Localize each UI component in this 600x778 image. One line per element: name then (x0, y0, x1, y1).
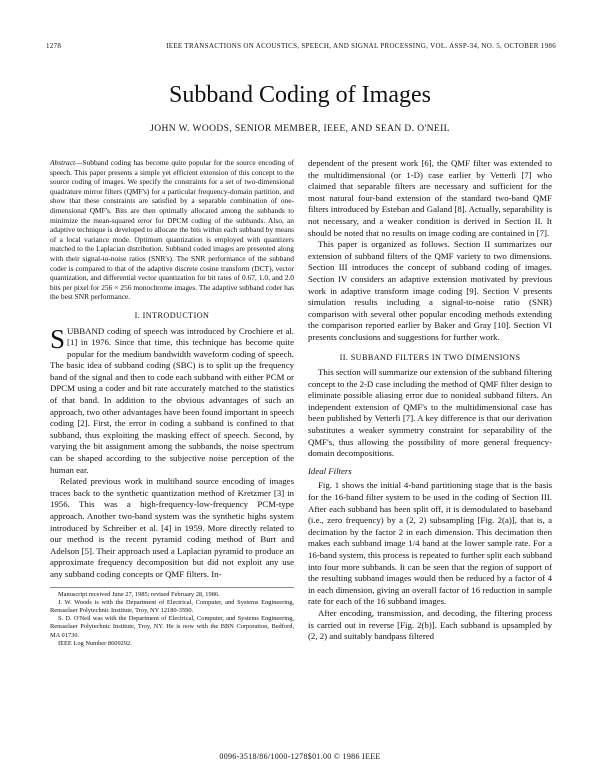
paper-authors: JOHN W. WOODS, SENIOR MEMBER, IEEE, AND SEAN D. O'NEIL (150, 124, 450, 134)
right-paragraph-2: This paper is organized as follows. Section II summarizes our extension of subband filters of the QMF variety to two dimensions. Section III introduces the concept of subband coding of images. Section IV considers an adaptive extension motivated by previous work in adaptive transform image coding [9]. Section V presents simulation results including a signal-to-noise ratio (SNR) comparison with several other popular encoding methods extending the comparison reported earlier by Baker and Gray [10]. Section VI presents conclusions and suggestions for further work. (308, 239, 552, 342)
footnote-log: IEEE Log Number 8609292. (58, 639, 132, 647)
right-paragraph-4: Fig. 1 shows the initial 4-band partitioning stage that is the basis for the 16-band filter system to be used in the coding of Section III. After each subband has been split off, it is demodulated to baseband (i.e., zero frequency) by a (2, 2) subsampling [Fig. 2(a)], that is, a decimation by the factor 2 in each dimension. This decimation then makes each subband image 1/4 band at the lower sample rate. For a 16-band system, this process is repeated to further split each subband into four more subbands. It can be seen that the region of support of the resulting subband images would then be reduced by a factor of 4 in each dimension, giving an overall factor of 16 reduction in sample rate for each of the 16 subband images. (308, 480, 552, 607)
subsection-heading-ideal-filters: Ideal Filters (308, 465, 352, 476)
running-header (46, 42, 556, 54)
paper-title: Subband Coding of Images (169, 82, 431, 108)
right-paragraph-3: This section will summarize our extension of the subband filtering concept to the 2-D case including the method of QMF filter design to eliminate possible aliasing error due to nonideal subband filters. An independent extension of QMF's to the multidimensional case has been published by Vetterli [7]. A key difference is that our derivation substitutes a weaker symmetry constraint for separability of the QMF's, thus allowing the possibility of more general frequency-domain decompositions. (308, 367, 552, 459)
copyright-footer: 0096-3518/86/1000-1278$01.00 © 1986 IEEE (219, 752, 381, 761)
abstract-label: Abstract (50, 158, 76, 167)
intro-paragraph-2: Related previous work in multiband source encoding of images traces back to the synthetic quantization method of Kretzmer [3] in 1956. This was a high-frequency-low-frequency PCM-type approach. Another two-band system was the synthetic highs system introduced by Schreiber et al. [4] in 1959. More directly related to our method is the recent pyramid coding method of Burt and Adelson [5]. Their approach used a Laplacian pyramid to produce an approximate frequency decomposition but did not exploit any use any subband coding concepts or QMF filters. In- (50, 476, 294, 579)
drop-cap: S (50, 323, 66, 354)
right-paragraph-1: dependent of the present work [6], the QMF filter was extended to the multidimensional (or 1-D) case earlier by Vetterli [7] who claimed that separable filters are necessary and sufficient for the most natural four-band extension of the standard two-band QMF filters introduced by Esteban and Galand [8]. Actually, separability is not necessary, and a weaker condition is derived in Section II. It should be noted that no results on image coding are contained in [7]. (308, 158, 552, 238)
section-heading-subband-filters: II. SUBBAND FILTERS IN TWO DIMENSIONS (339, 352, 521, 362)
footnote-oneil: S. D. O'Neil was with the Department of Electrical, Computer, and Systems Engineering, Rensselaer Polytechnic Institute, Troy, NY. He is now with the BBN Corporation, Bedford, MA 01730. (50, 615, 294, 639)
journal-header: IEEE TRANSACTIONS ON ACOUSTICS, SPEECH, AND SIGNAL PROCESSING, VOL. ASSP-34, NO. 5, OCTOBER 1986 (166, 42, 556, 50)
abstract-text: —Subband coding has become quite popular for the source encoding of speech. This paper presents a simple yet efficient extension of this concept to the source coding of images. We specify the constraints for a set of two-dimensional quadrature mirror filters (QMF's) for a particular frequency-domain partition, and show that these constraints are satisfied by a separable combination of one-dimensional QMF's. Bits are then optimally allocated among the subbands to minimize the mean-squared error for DPCM coding of the subbands. Also, an adaptive technique is developed to allocate the bits within each subband by means of a local variance mode. Optimum quantization is employed with quantizers matched to the Laplacian distribution. Subband coded images are presented along with their signal-to-noise ratios (SNR's). The SNR performance of the subband coder is compared to that of the adaptive discrete cosine transform (DCT), vector quantization, and differential vector quantization for bit rates of 0.67, 1.0, and 2.0 bits per pixel for 256 × 256 monochrome images. The adaptive subband coder has the best SNR performance. (50, 158, 294, 302)
intro-paragraph-1 (50, 323, 294, 477)
left-column (50, 158, 294, 648)
footnote-woods: J. W. Woods is with the Department of Electrical, Computer, and Systems Engineering, Rensselaer Polytechnic Institute, Troy, NY 12180-3590. (50, 598, 294, 614)
footnote-received: Manuscript received June 27, 1985; revised February 28, 1986. (58, 590, 220, 598)
intro-p1-text: UBBAND coding of speech was introduced by Crochiere et al. [1] in 1976. Since that time, this technique has become quite popular for the medium bandwidth waveform coding of speech. The basic idea of subband coding (SBC) is to split up the frequency band of the signal and then to code each subband with either PCM or DPCM using a coder and bit rate accurately matched to the statistics of that band. In addition to the obvious advantages of such an approach, two other advantages have been found important in speech coding [2]. First, the error in coding a subband is confined to that subband, thus exploiting the masking effect of speech. Second, by varying the bit assignment among the subbands, the noise spectrum can be shaped according to the subjective noise perception of the human ear. (50, 325, 294, 475)
abstract (50, 158, 294, 302)
section-heading-introduction: I. INTRODUCTION (134, 310, 210, 320)
right-paragraph-5: After encoding, transmission, and decoding, the filtering process is carried out in reverse [Fig. 2(b)]. Each subband is upsampled by (2, 2) and suitably bandpass filtered (308, 607, 552, 642)
right-column (308, 158, 552, 643)
footnote (50, 587, 294, 648)
page-number: 1278 (46, 42, 62, 50)
